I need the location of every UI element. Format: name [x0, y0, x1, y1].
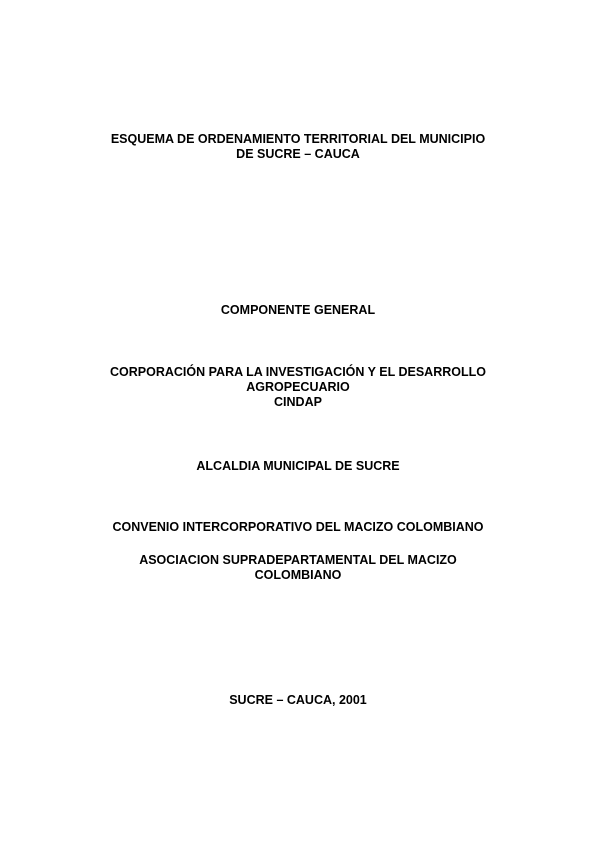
corporation-block [60, 365, 536, 410]
asociacion-line-1: ASOCIACION SUPRADEPARTAMENTAL DEL MACIZO [139, 553, 457, 567]
alcaldia-block [60, 459, 536, 474]
place-date-text: SUCRE – CAUCA, 2001 [229, 693, 367, 707]
corporation-line-3: CINDAP [274, 395, 322, 409]
corporation-line-2: AGROPECUARIO [246, 380, 350, 394]
document-title-line-2: DE SUCRE – CAUCA [236, 147, 360, 161]
asociacion-line-2: COLOMBIANO [254, 568, 342, 582]
place-date-block [60, 693, 536, 708]
convenio-text: CONVENIO INTERCORPORATIVO DEL MACIZO COLOMBIANO [112, 520, 484, 534]
component-heading [60, 303, 536, 318]
asociacion-block [60, 553, 536, 583]
alcaldia-text: ALCALDIA MUNICIPAL DE SUCRE [196, 459, 400, 473]
convenio-block [60, 520, 536, 535]
document-title [60, 132, 536, 162]
document-title-line-1: ESQUEMA DE ORDENAMIENTO TERRITORIAL DEL MUNICIPIO [110, 132, 486, 146]
component-heading-text: COMPONENTE GENERAL [220, 303, 376, 317]
corporation-line-1: CORPORACIÓN PARA LA INVESTIGACIÓN Y EL DESARROLLO [110, 365, 486, 379]
